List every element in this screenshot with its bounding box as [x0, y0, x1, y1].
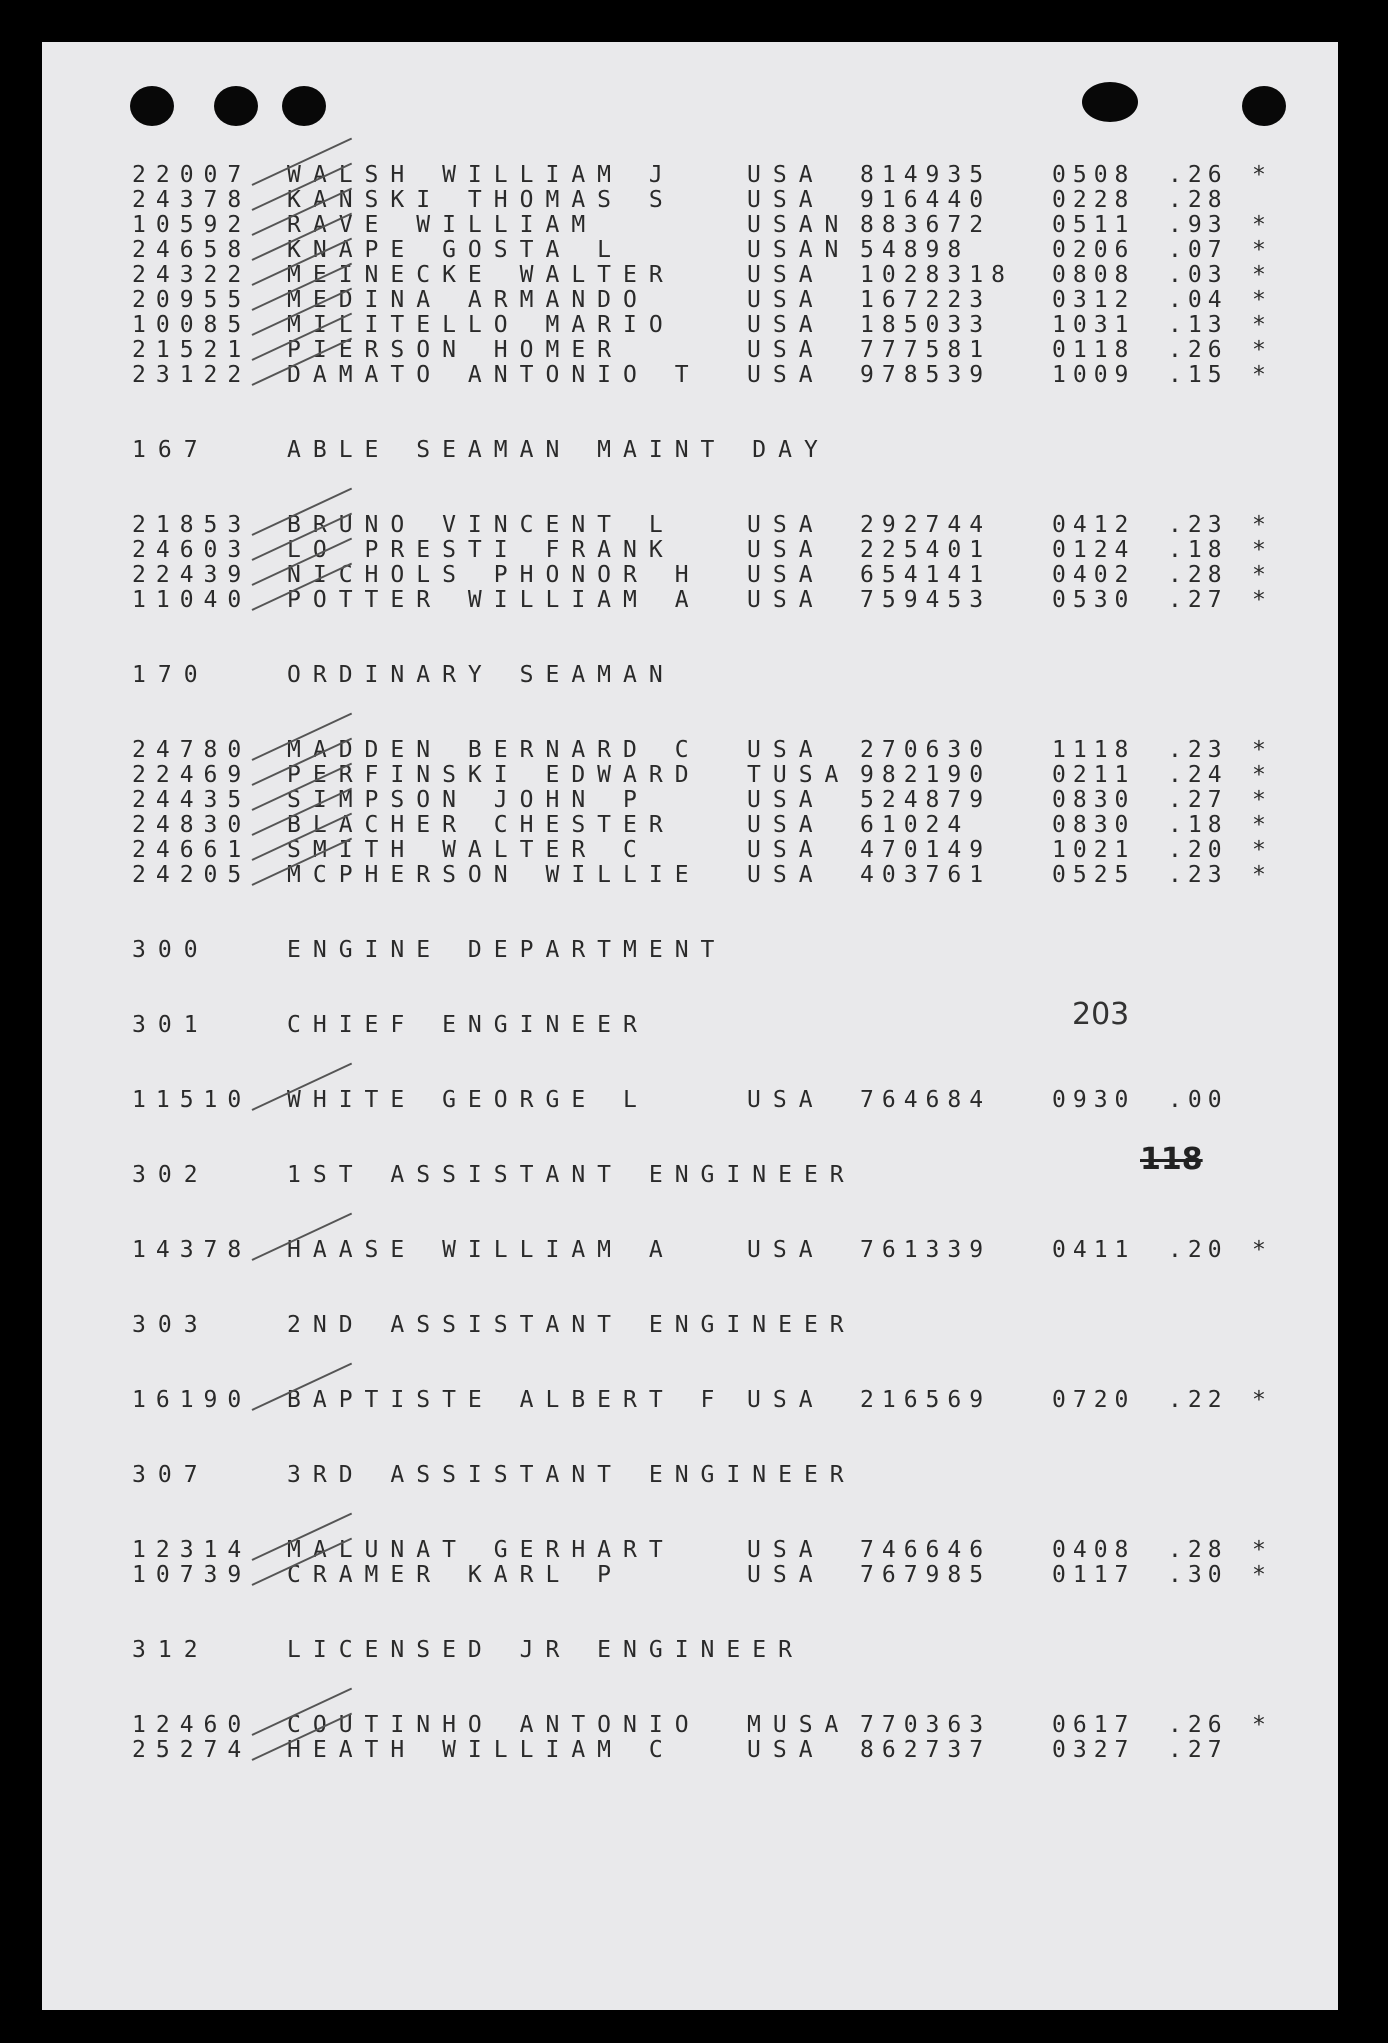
crew-code: 24780	[132, 737, 252, 763]
crew-value: .28	[1168, 562, 1228, 588]
section-code: 300	[132, 937, 210, 963]
crew-date: 0402	[1052, 562, 1136, 588]
crew-value: .27	[1168, 787, 1228, 813]
crew-citizenship: USA	[747, 1537, 825, 1563]
crew-date: 0411	[1052, 1237, 1136, 1263]
crew-date: 0511	[1052, 212, 1136, 238]
crew-mark: *	[1252, 287, 1266, 313]
crew-row	[42, 812, 1338, 838]
crew-name: MILITELLO MARIO	[287, 312, 675, 338]
crew-citizenship: USA	[747, 262, 825, 288]
crew-row	[42, 837, 1338, 863]
crew-name: HEATH WILLIAM C	[287, 1737, 675, 1763]
crew-mark: *	[1252, 762, 1266, 788]
crew-citizenship: USAN	[747, 212, 851, 238]
crew-name: WALSH WILLIAM J	[287, 162, 675, 188]
crew-row	[42, 212, 1338, 238]
section-title: 3RD ASSISTANT ENGINEER	[287, 1462, 856, 1488]
crew-row	[42, 512, 1338, 538]
crew-row	[42, 562, 1338, 588]
section-title: CHIEF ENGINEER	[287, 1012, 649, 1038]
crew-number: 916440	[860, 187, 992, 213]
section-title: ENGINE DEPARTMENT	[287, 937, 727, 963]
crew-code: 24435	[132, 787, 252, 813]
crew-value: .23	[1168, 737, 1228, 763]
section-title: 2ND ASSISTANT ENGINEER	[287, 1312, 856, 1338]
crew-code: 25274	[132, 1737, 252, 1763]
crew-name: PIERSON HOMER	[287, 337, 624, 363]
crew-mark: *	[1252, 1562, 1266, 1588]
crew-name: MCPHERSON WILLIE	[287, 862, 701, 888]
crew-date: 0327	[1052, 1737, 1136, 1763]
crew-name: WHITE GEORGE L	[287, 1087, 649, 1113]
crew-citizenship: USA	[747, 1087, 825, 1113]
crew-value: .24	[1168, 762, 1228, 788]
crew-number: 470149	[860, 837, 992, 863]
crew-citizenship: USA	[747, 587, 825, 613]
crew-mark: *	[1252, 1712, 1266, 1738]
crew-code: 10592	[132, 212, 252, 238]
crew-code: 20955	[132, 287, 252, 313]
section-code: 302	[132, 1162, 210, 1188]
crew-name: POTTER WILLIAM A	[287, 587, 701, 613]
crew-number: 524879	[860, 787, 992, 813]
crew-value: .26	[1168, 337, 1228, 363]
crew-mark: *	[1252, 1237, 1266, 1263]
section-heading	[42, 1312, 1338, 1338]
crew-citizenship: USA	[747, 362, 825, 388]
crew-citizenship: USA	[747, 787, 825, 813]
handwritten-page-number: 203	[1072, 997, 1130, 1032]
crew-number: 814935	[860, 162, 992, 188]
crew-name: MEINECKE WALTER	[287, 262, 675, 288]
crew-citizenship: USA	[747, 162, 825, 188]
crew-row	[42, 1737, 1338, 1763]
crew-citizenship: TUSA	[747, 762, 851, 788]
crew-number: 167223	[860, 287, 992, 313]
crew-code: 24378	[132, 187, 252, 213]
crew-number: 759453	[860, 587, 992, 613]
crew-mark: *	[1252, 737, 1266, 763]
crew-date: 0617	[1052, 1712, 1136, 1738]
crew-name: SMITH WALTER C	[287, 837, 649, 863]
crew-code: 24205	[132, 862, 252, 888]
crew-code: 16190	[132, 1387, 252, 1413]
section-heading	[42, 1637, 1338, 1663]
crew-row	[42, 1712, 1338, 1738]
crew-code: 21521	[132, 337, 252, 363]
crew-number: 61024	[860, 812, 970, 838]
crew-name: BLACHER CHESTER	[287, 812, 675, 838]
crew-row	[42, 1387, 1338, 1413]
crew-date: 1021	[1052, 837, 1136, 863]
section-heading	[42, 662, 1338, 688]
crew-value: .30	[1168, 1562, 1228, 1588]
crew-code: 12314	[132, 1537, 252, 1563]
crew-number: 777581	[860, 337, 992, 363]
crew-value: .26	[1168, 162, 1228, 188]
crew-number: 761339	[860, 1237, 992, 1263]
crew-code: 24658	[132, 237, 252, 263]
crew-name: BRUNO VINCENT L	[287, 512, 675, 538]
crew-date: 0830	[1052, 787, 1136, 813]
crew-date: 0508	[1052, 162, 1136, 188]
crew-mark: *	[1252, 837, 1266, 863]
crew-citizenship: USA	[747, 562, 825, 588]
crew-number: 978539	[860, 362, 992, 388]
crew-row	[42, 587, 1338, 613]
crew-code: 11510	[132, 1087, 252, 1113]
crew-mark: *	[1252, 212, 1266, 238]
crew-name: MALUNAT GERHART	[287, 1537, 675, 1563]
crew-number: 225401	[860, 537, 992, 563]
crew-code: 24661	[132, 837, 252, 863]
crew-name: MEDINA ARMANDO	[287, 287, 649, 313]
crew-code: 24830	[132, 812, 252, 838]
crew-code: 21853	[132, 512, 252, 538]
crew-mark: *	[1252, 1537, 1266, 1563]
crew-mark: *	[1252, 312, 1266, 338]
crew-row	[42, 1237, 1338, 1263]
crew-citizenship: USA	[747, 837, 825, 863]
crew-name: MADDEN BERNARD C	[287, 737, 701, 763]
crew-number: 185033	[860, 312, 992, 338]
crew-date: 0830	[1052, 812, 1136, 838]
section-heading	[42, 437, 1338, 463]
crew-name: KNAPE GOSTA L	[287, 237, 624, 263]
section-heading	[42, 937, 1338, 963]
crew-row	[42, 1087, 1338, 1113]
section-code: 167	[132, 437, 210, 463]
section-code: 303	[132, 1312, 210, 1338]
crew-code: 12460	[132, 1712, 252, 1738]
crew-date: 0117	[1052, 1562, 1136, 1588]
section-code: 307	[132, 1462, 210, 1488]
crew-mark: *	[1252, 787, 1266, 813]
crew-row	[42, 237, 1338, 263]
crew-name: HAASE WILLIAM A	[287, 1237, 675, 1263]
crew-value: .28	[1168, 1537, 1228, 1563]
crew-value: .07	[1168, 237, 1228, 263]
crew-value: .28	[1168, 187, 1228, 213]
crew-date: 0118	[1052, 337, 1136, 363]
crew-mark: *	[1252, 562, 1266, 588]
crew-row	[42, 737, 1338, 763]
crew-citizenship: USA	[747, 1387, 825, 1413]
crew-code: 22007	[132, 162, 252, 188]
section-code: 170	[132, 662, 210, 688]
handwritten-struck-number: 118	[1140, 1142, 1203, 1177]
crew-number: 403761	[860, 862, 992, 888]
crew-mark: *	[1252, 1387, 1266, 1413]
document-sheet	[42, 42, 1338, 2010]
crew-row	[42, 287, 1338, 313]
crew-row	[42, 1537, 1338, 1563]
crew-name: BAPTISTE ALBERT F	[287, 1387, 727, 1413]
crew-mark: *	[1252, 862, 1266, 888]
crew-value: .03	[1168, 262, 1228, 288]
crew-mark: *	[1252, 162, 1266, 188]
crew-number: 982190	[860, 762, 992, 788]
crew-citizenship: USA	[747, 537, 825, 563]
crew-date: 0408	[1052, 1537, 1136, 1563]
crew-citizenship: USA	[747, 812, 825, 838]
crew-number: 292744	[860, 512, 992, 538]
crew-date: 0525	[1052, 862, 1136, 888]
section-code: 312	[132, 1637, 210, 1663]
crew-number: 764684	[860, 1087, 992, 1113]
crew-date: 1118	[1052, 737, 1136, 763]
crew-row	[42, 787, 1338, 813]
crew-value: .20	[1168, 1237, 1228, 1263]
crew-citizenship: MUSA	[747, 1712, 851, 1738]
crew-number: 270630	[860, 737, 992, 763]
crew-citizenship: USA	[747, 312, 825, 338]
crew-number: 746646	[860, 1537, 992, 1563]
crew-value: .27	[1168, 1737, 1228, 1763]
crew-date: 0312	[1052, 287, 1136, 313]
crew-citizenship: USA	[747, 1237, 825, 1263]
crew-value: .23	[1168, 512, 1228, 538]
crew-value: .18	[1168, 812, 1228, 838]
crew-value: .22	[1168, 1387, 1228, 1413]
crew-code: 10739	[132, 1562, 252, 1588]
section-code: 301	[132, 1012, 210, 1038]
crew-citizenship: USA	[747, 1737, 825, 1763]
crew-number: 770363	[860, 1712, 992, 1738]
crew-number: 862737	[860, 1737, 992, 1763]
crew-mark: *	[1252, 812, 1266, 838]
crew-value: .27	[1168, 587, 1228, 613]
crew-number: 883672	[860, 212, 992, 238]
crew-name: CRAMER KARL P	[287, 1562, 624, 1588]
crew-date: 0412	[1052, 512, 1136, 538]
crew-number: 1028318	[860, 262, 1013, 288]
crew-code: 11040	[132, 587, 252, 613]
crew-name: RAVE WILLIAM	[287, 212, 598, 238]
crew-value: .23	[1168, 862, 1228, 888]
crew-code: 24322	[132, 262, 252, 288]
crew-mark: *	[1252, 587, 1266, 613]
crew-citizenship: USA	[747, 187, 825, 213]
crew-code: 23122	[132, 362, 252, 388]
crew-value: .04	[1168, 287, 1228, 313]
crew-date: 0720	[1052, 1387, 1136, 1413]
section-heading	[42, 1012, 1338, 1038]
crew-row	[42, 312, 1338, 338]
crew-row	[42, 162, 1338, 188]
crew-name: LO PRESTI FRANK	[287, 537, 675, 563]
section-heading	[42, 1462, 1338, 1488]
crew-mark: *	[1252, 537, 1266, 563]
roster-list	[42, 42, 1338, 2010]
crew-value: .15	[1168, 362, 1228, 388]
crew-name: NICHOLS PHONOR H	[287, 562, 701, 588]
crew-code: 10085	[132, 312, 252, 338]
crew-name: COUTINHO ANTONIO	[287, 1712, 701, 1738]
crew-code: 14378	[132, 1237, 252, 1263]
section-title: ORDINARY SEAMAN	[287, 662, 675, 688]
crew-code: 22439	[132, 562, 252, 588]
crew-date: 1009	[1052, 362, 1136, 388]
crew-citizenship: USA	[747, 737, 825, 763]
crew-citizenship: USA	[747, 862, 825, 888]
crew-citizenship: USA	[747, 337, 825, 363]
crew-date: 0206	[1052, 237, 1136, 263]
crew-date: 0808	[1052, 262, 1136, 288]
crew-mark: *	[1252, 262, 1266, 288]
crew-name: DAMATO ANTONIO T	[287, 362, 701, 388]
crew-citizenship: USA	[747, 512, 825, 538]
crew-row	[42, 337, 1338, 363]
section-title: ABLE SEAMAN MAINT DAY	[287, 437, 830, 463]
crew-citizenship: USA	[747, 1562, 825, 1588]
crew-name: SIMPSON JOHN P	[287, 787, 649, 813]
crew-mark: *	[1252, 362, 1266, 388]
crew-value: .26	[1168, 1712, 1228, 1738]
crew-number: 767985	[860, 1562, 992, 1588]
crew-code: 22469	[132, 762, 252, 788]
crew-number: 216569	[860, 1387, 992, 1413]
crew-date: 0211	[1052, 762, 1136, 788]
crew-row	[42, 537, 1338, 563]
crew-date: 0228	[1052, 187, 1136, 213]
crew-value: .13	[1168, 312, 1228, 338]
crew-row	[42, 862, 1338, 888]
crew-mark: *	[1252, 337, 1266, 363]
crew-row	[42, 262, 1338, 288]
crew-citizenship: USAN	[747, 237, 851, 263]
crew-date: 0124	[1052, 537, 1136, 563]
section-title: 1ST ASSISTANT ENGINEER	[287, 1162, 856, 1188]
crew-row	[42, 762, 1338, 788]
crew-value: .93	[1168, 212, 1228, 238]
crew-code: 24603	[132, 537, 252, 563]
crew-value: .18	[1168, 537, 1228, 563]
crew-name: KANSKI THOMAS S	[287, 187, 675, 213]
crew-mark: *	[1252, 237, 1266, 263]
crew-row	[42, 1562, 1338, 1588]
crew-date: 0530	[1052, 587, 1136, 613]
crew-number: 54898	[860, 237, 970, 263]
crew-citizenship: USA	[747, 287, 825, 313]
crew-mark: *	[1252, 512, 1266, 538]
crew-date: 0930	[1052, 1087, 1136, 1113]
crew-value: .00	[1168, 1087, 1228, 1113]
crew-row	[42, 362, 1338, 388]
crew-date: 1031	[1052, 312, 1136, 338]
crew-number: 654141	[860, 562, 992, 588]
crew-name: PERFINSKI EDWARD	[287, 762, 701, 788]
crew-value: .20	[1168, 837, 1228, 863]
section-title: LICENSED JR ENGINEER	[287, 1637, 804, 1663]
crew-row	[42, 187, 1338, 213]
